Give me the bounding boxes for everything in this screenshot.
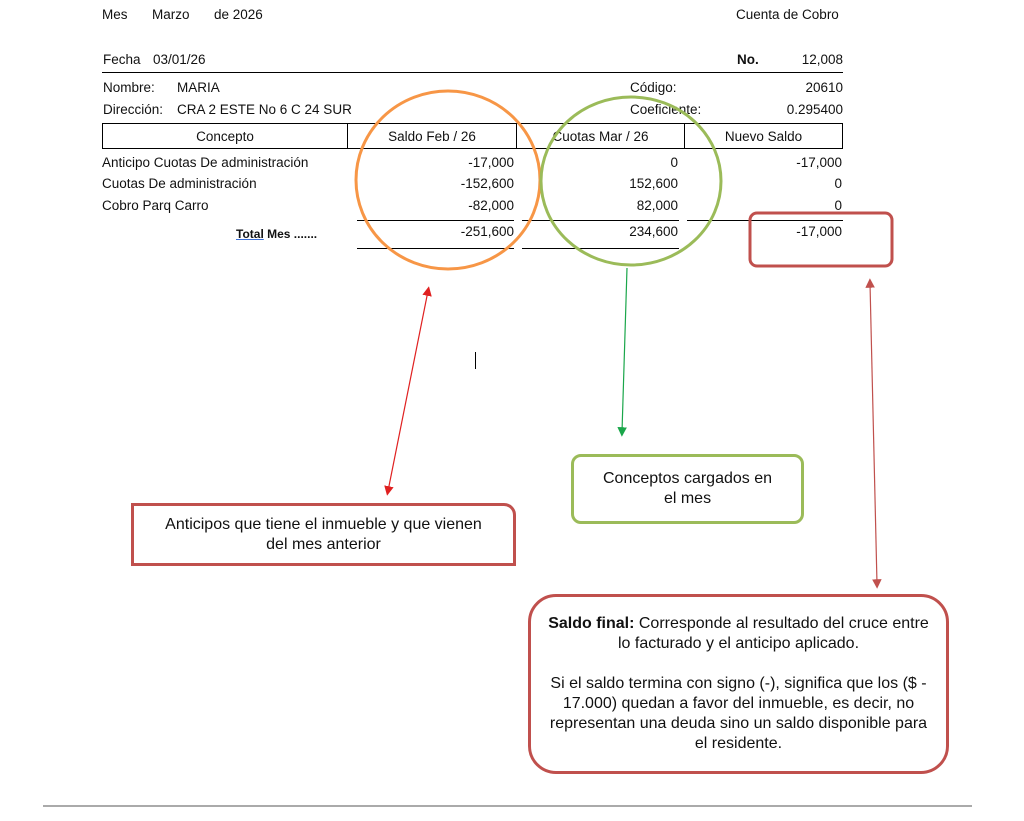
saldo-final-text-1: Corresponde al resultado del cruce entre lo facturado y el anticipo aplicado. (617, 615, 929, 652)
saldo-final-paragraph-2: Si el saldo termina con signo (-), significa que los ($ - 17.000) quedan a favor del inmueble, es decir, no representan una deuda sino un saldo disponible para el residente. (549, 675, 928, 752)
mes-value: Marzo (152, 7, 190, 22)
numero-value: 12,008 (801, 52, 843, 67)
red-arrow (388, 291, 428, 491)
row-cuotas: 152,600 (629, 176, 678, 191)
callout-anticipos (131, 503, 516, 566)
row-cuotas: 0 (670, 155, 678, 170)
total-saldo: -251,600 (460, 224, 514, 239)
anio-value: de 2026 (214, 7, 263, 22)
callout-conceptos (571, 454, 804, 524)
fecha-value: 03/01/26 (153, 52, 206, 67)
row-saldo: -82,000 (468, 198, 514, 213)
row-concepto: Cuotas De administración (102, 176, 257, 191)
total-label-rest: Mes ....... (263, 227, 318, 241)
fecha-label: Fecha (103, 52, 141, 67)
row-nuevo-saldo: 0 (834, 198, 842, 213)
codigo-value: 20610 (805, 80, 843, 95)
nombre-label: Nombre: (103, 80, 155, 95)
coeficiente-value: 0.295400 (786, 102, 843, 117)
green-arrow (622, 268, 627, 432)
saldo-final-paragraph-1 (547, 614, 930, 654)
row-cuotas: 82,000 (636, 198, 678, 213)
saldo-final-heading: Saldo final: (548, 615, 635, 632)
total-label-underlined: Total (236, 227, 264, 241)
brick-arrow (870, 283, 877, 584)
green-highlight-circle (541, 97, 721, 265)
total-nuevo-saldo: -17,000 (796, 224, 842, 239)
callout-anticipos-line2: del mes anterior (266, 535, 381, 553)
callout-anticipos-line1: Anticipos que tiene el inmueble y que vienen (165, 515, 482, 533)
callout-conceptos-line1: Conceptos cargados en (603, 470, 772, 487)
column-header-concepto: Concepto (103, 124, 348, 148)
orange-highlight-circle (356, 91, 540, 269)
callout-saldo-final (528, 594, 949, 774)
total-cuotas: 234,600 (629, 224, 678, 239)
column-header-nuevo-saldo: Nuevo Saldo (724, 128, 803, 144)
direccion-value: CRA 2 ESTE No 6 C 24 SUR (177, 102, 352, 117)
column-header-saldo: Saldo Feb / 26 (348, 124, 517, 148)
column-header-cuotas: Cuotas Mar / 26 (517, 124, 685, 148)
row-saldo: -17,000 (468, 155, 514, 170)
nombre-value: MARIA (177, 80, 220, 95)
direccion-label: Dirección: (103, 102, 164, 117)
coeficiente-label: Coeficiente: (630, 102, 702, 117)
callout-conceptos-line2: el mes (663, 490, 712, 507)
mes-label: Mes (102, 7, 128, 22)
row-concepto: Cobro Parq Carro (102, 198, 209, 213)
row-saldo: -152,600 (460, 176, 514, 191)
row-nuevo-saldo: -17,000 (796, 155, 842, 170)
document-type: Cuenta de Cobro (736, 7, 839, 22)
codigo-label: Código: (630, 80, 677, 95)
row-nuevo-saldo: 0 (834, 176, 842, 191)
row-concepto: Anticipo Cuotas De administración (102, 155, 309, 170)
numero-label: No. (737, 52, 759, 67)
red-highlight-box (750, 213, 892, 266)
